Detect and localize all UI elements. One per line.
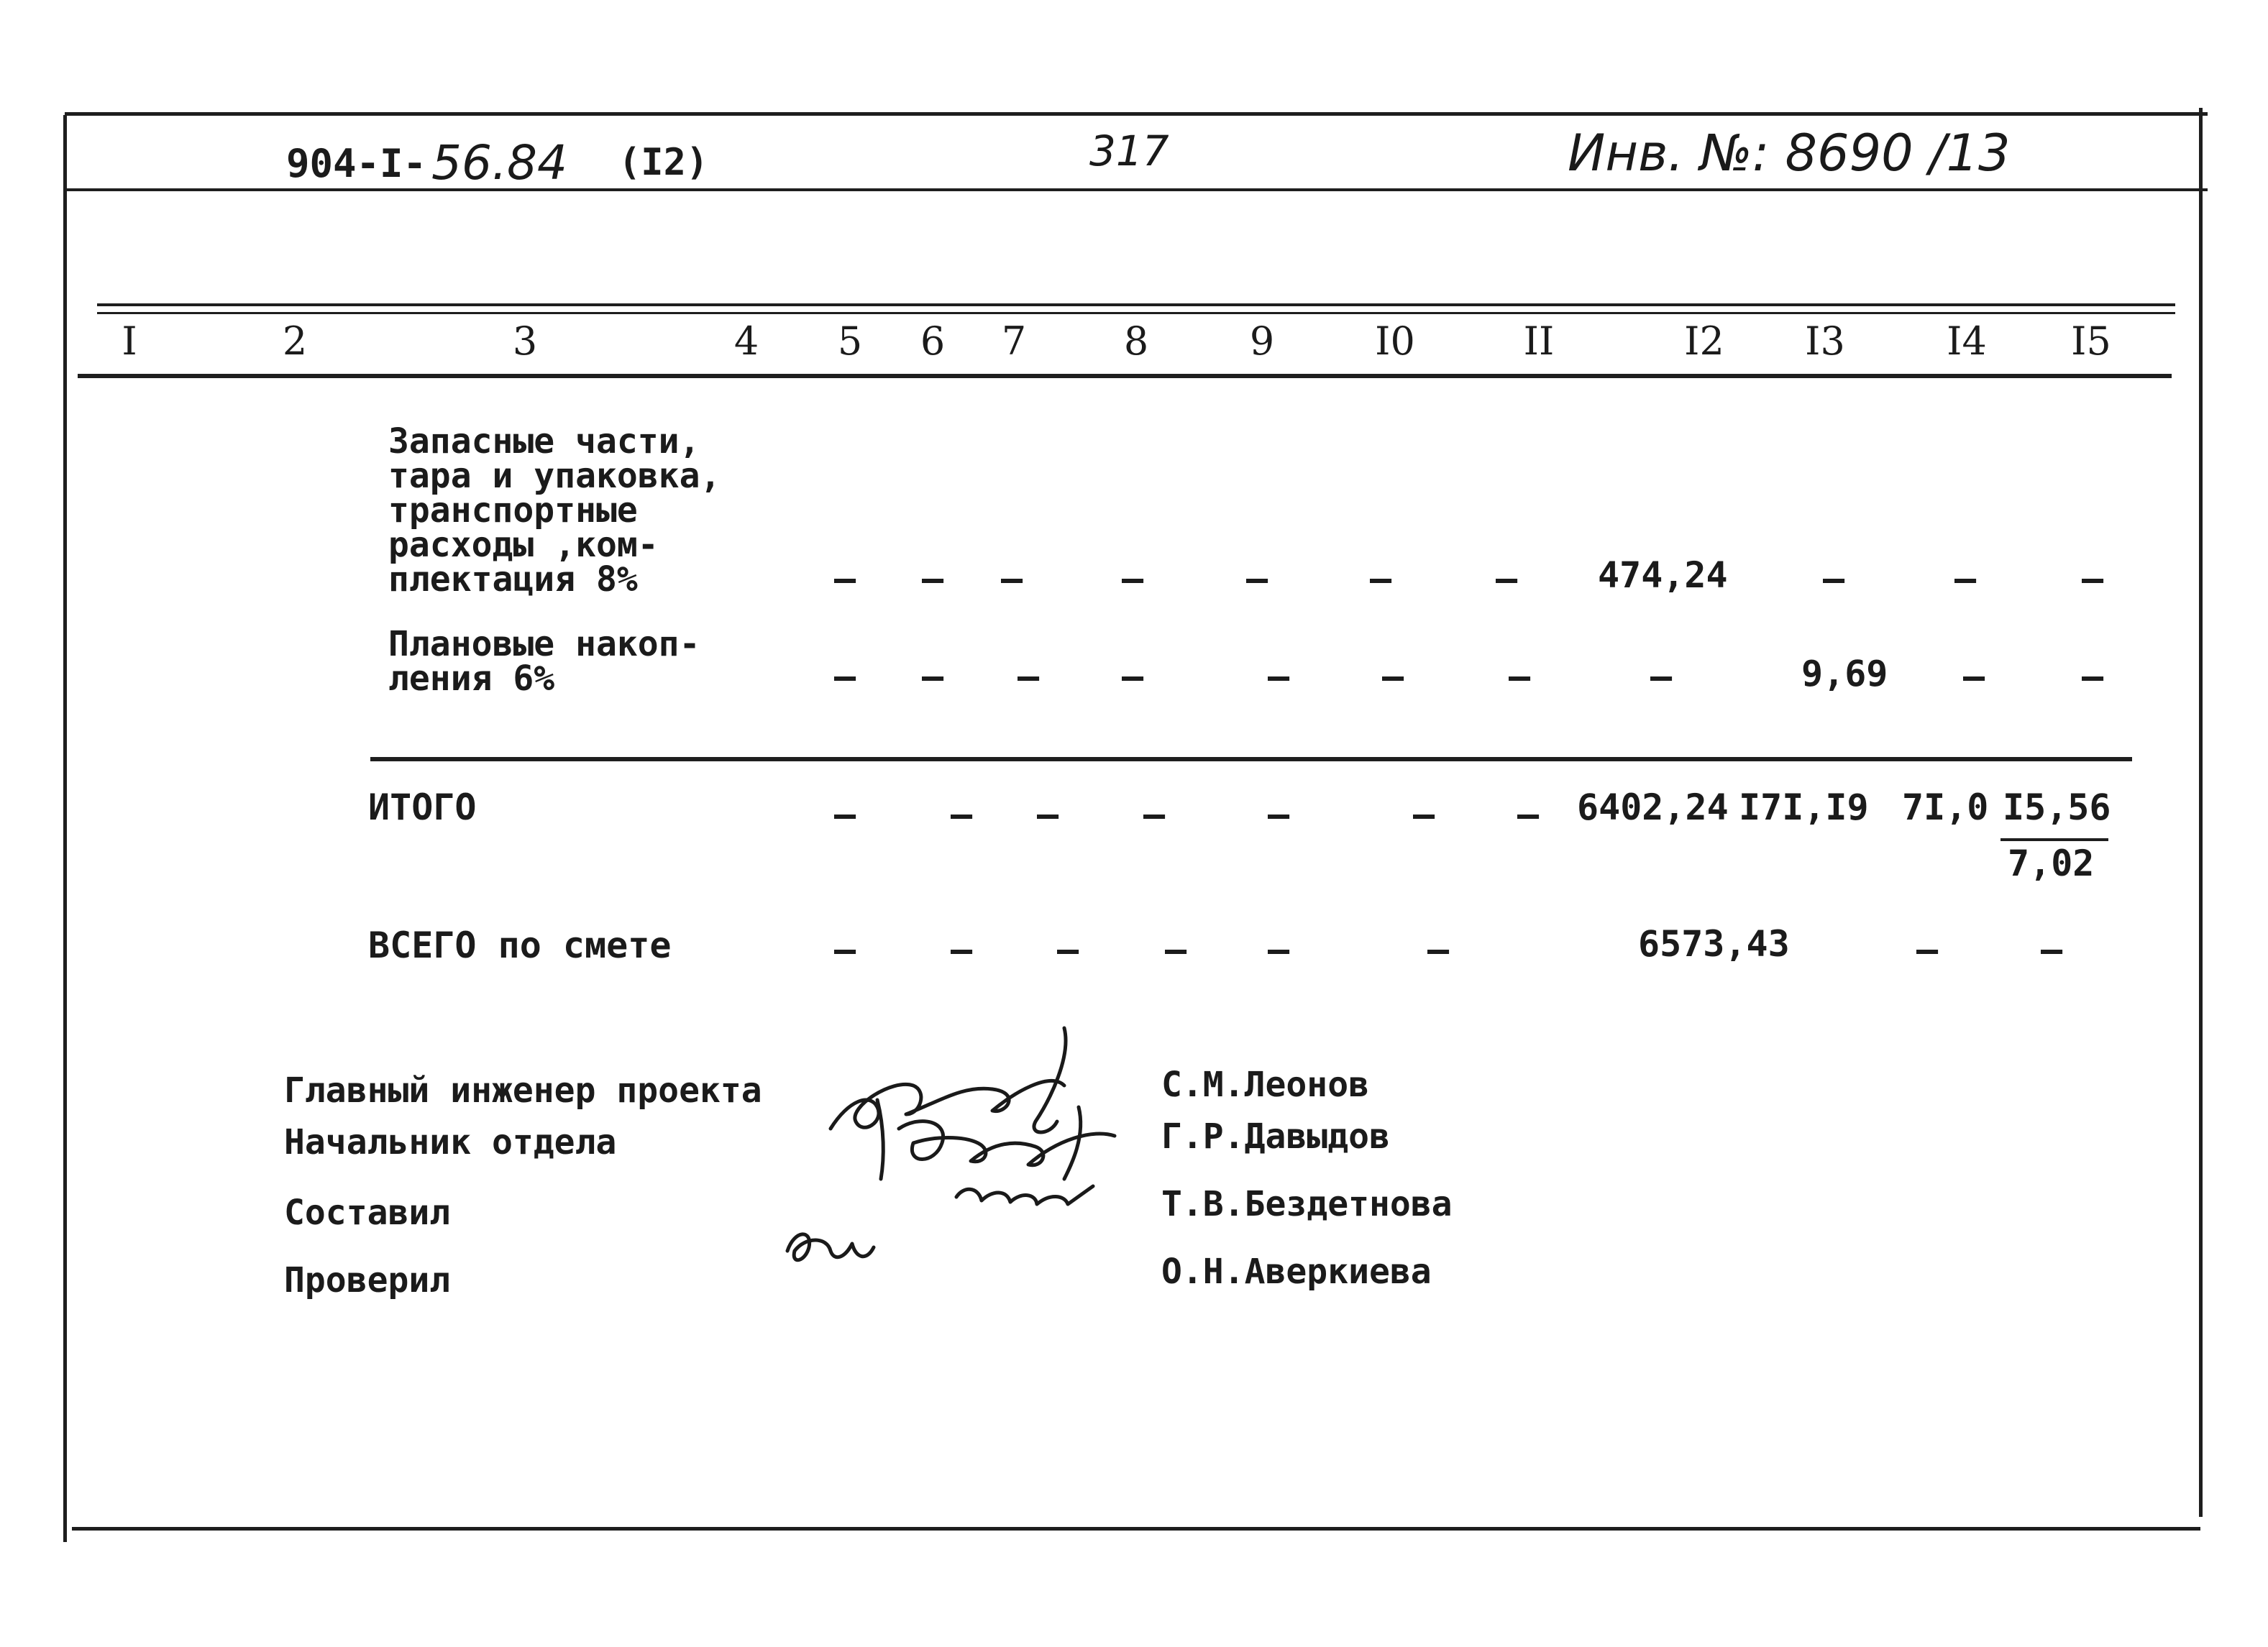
row-1-description: Запасные части, тара и упаковка, транспортные расходы ,ком- плектация 8% (388, 421, 721, 600)
row-2-col-6: – (922, 656, 944, 697)
total-col-14: 7I,0 (1902, 786, 1989, 828)
total-col-8: – (1143, 794, 1166, 835)
grand-total-col-8: – (1165, 929, 1187, 971)
row-1-col-7: – (1001, 558, 1023, 600)
row-1-col-8: – (1122, 558, 1144, 600)
total-col-13: I7I,I9 (1739, 786, 1869, 828)
signature-name-3: Т.В.Бездетнова (1161, 1184, 1453, 1224)
row-2-col-7: – (1018, 656, 1040, 697)
row-2-col-14: – (1963, 656, 1985, 697)
col-header-5: 5 (837, 318, 863, 364)
right-frame-line (2199, 108, 2203, 1517)
row-1-col-6: – (922, 558, 944, 600)
col-header-6: 6 (920, 318, 946, 364)
document-code-suffix: (I2) (618, 141, 709, 184)
row-1-col-15: – (2082, 558, 2104, 600)
row-2-col-9: – (1268, 656, 1290, 697)
grand-total-col-7: – (1057, 929, 1079, 971)
signature-name-1: С.М.Леонов (1161, 1065, 1369, 1105)
column-header-rule-2 (97, 312, 2175, 314)
header-rule (65, 188, 2208, 191)
col-header-9: 9 (1249, 318, 1275, 364)
grand-total-value: 6573,43 (1638, 923, 1790, 965)
col-header-3: 3 (512, 318, 538, 364)
total-col-11: – (1517, 794, 1540, 835)
document-code-prefix: 904-I- (286, 141, 427, 186)
inventory-number: Инв. №: 8690 /13 (1568, 124, 2011, 183)
total-col-15-top: I5,56 (2003, 786, 2111, 828)
col-header-12: I2 (1684, 318, 1724, 364)
total-col-6: – (951, 794, 973, 835)
row-2-col-13: 9,69 (1801, 653, 1888, 694)
total-label: ИТОГО (368, 786, 477, 828)
row-1-col-11: – (1496, 558, 1518, 600)
col-header-11: II (1523, 318, 1555, 364)
total-col-9: – (1268, 794, 1290, 835)
row-2-col-12: – (1650, 656, 1673, 697)
handwritten-signatures (777, 1014, 1151, 1301)
signature-name-4: О.Н.Аверкиева (1161, 1252, 1432, 1292)
total-col-5: – (834, 794, 856, 835)
col-header-15: I5 (2071, 318, 2111, 364)
col-header-4: 4 (733, 318, 759, 364)
col-header-10: I0 (1375, 318, 1415, 364)
col-header-7: 7 (1001, 318, 1027, 364)
row-2-description: Плановые накоп- ления 6% (388, 624, 700, 699)
left-frame-line (63, 115, 67, 1542)
grand-total-col-10: – (1427, 929, 1450, 971)
top-frame-line (65, 112, 2208, 116)
column-header-bottom-rule (78, 374, 2172, 378)
bottom-frame-line (72, 1527, 2200, 1531)
row-1-col-13: – (1823, 558, 1845, 600)
row-2-col-10: – (1382, 656, 1404, 697)
col-header-13: I3 (1805, 318, 1845, 364)
col-header-8: 8 (1123, 318, 1149, 364)
row-1-col-5: – (834, 558, 856, 600)
signature-role-1: Главный инженер проекта (284, 1070, 762, 1111)
total-col-7: – (1037, 794, 1059, 835)
signature-role-3: Составил (284, 1193, 451, 1233)
row-1-col-10: – (1370, 558, 1392, 600)
total-col-12: 6402,24 (1577, 786, 1729, 828)
document-code-handwritten: 56.84 (431, 135, 567, 191)
grand-total-col-15: – (2041, 929, 2063, 971)
signature-name-2: Г.Р.Давыдов (1161, 1116, 1390, 1157)
grand-total-col-14: – (1916, 929, 1939, 971)
total-col-15-bottom: 7,02 (2008, 843, 2095, 884)
grand-total-label: ВСЕГО по смете (368, 925, 672, 966)
signature-role-4: Проверил (284, 1260, 451, 1300)
grand-total-col-6: – (951, 929, 973, 971)
total-col-15-fraction-line (2000, 838, 2108, 841)
total-col-10: – (1413, 794, 1435, 835)
column-header-rule-1 (97, 303, 2175, 306)
col-header-1: I (122, 318, 137, 364)
col-header-14: I4 (1947, 318, 1987, 364)
row-1-col-9: – (1246, 558, 1268, 600)
col-header-2: 2 (282, 318, 308, 364)
row-2-col-15: – (2082, 656, 2104, 697)
grand-total-col-5: – (834, 929, 856, 971)
grand-total-col-9: – (1268, 929, 1290, 971)
signature-role-2: Начальник отдела (284, 1122, 617, 1162)
total-separator-rule (370, 757, 2132, 761)
row-1-col-14: – (1954, 558, 1977, 600)
row-1-col-12: 474,24 (1598, 554, 1728, 596)
row-2-col-11: – (1509, 656, 1531, 697)
row-2-col-8: – (1122, 656, 1144, 697)
page-number: 317 (1089, 127, 1169, 175)
row-2-col-5: – (834, 656, 856, 697)
